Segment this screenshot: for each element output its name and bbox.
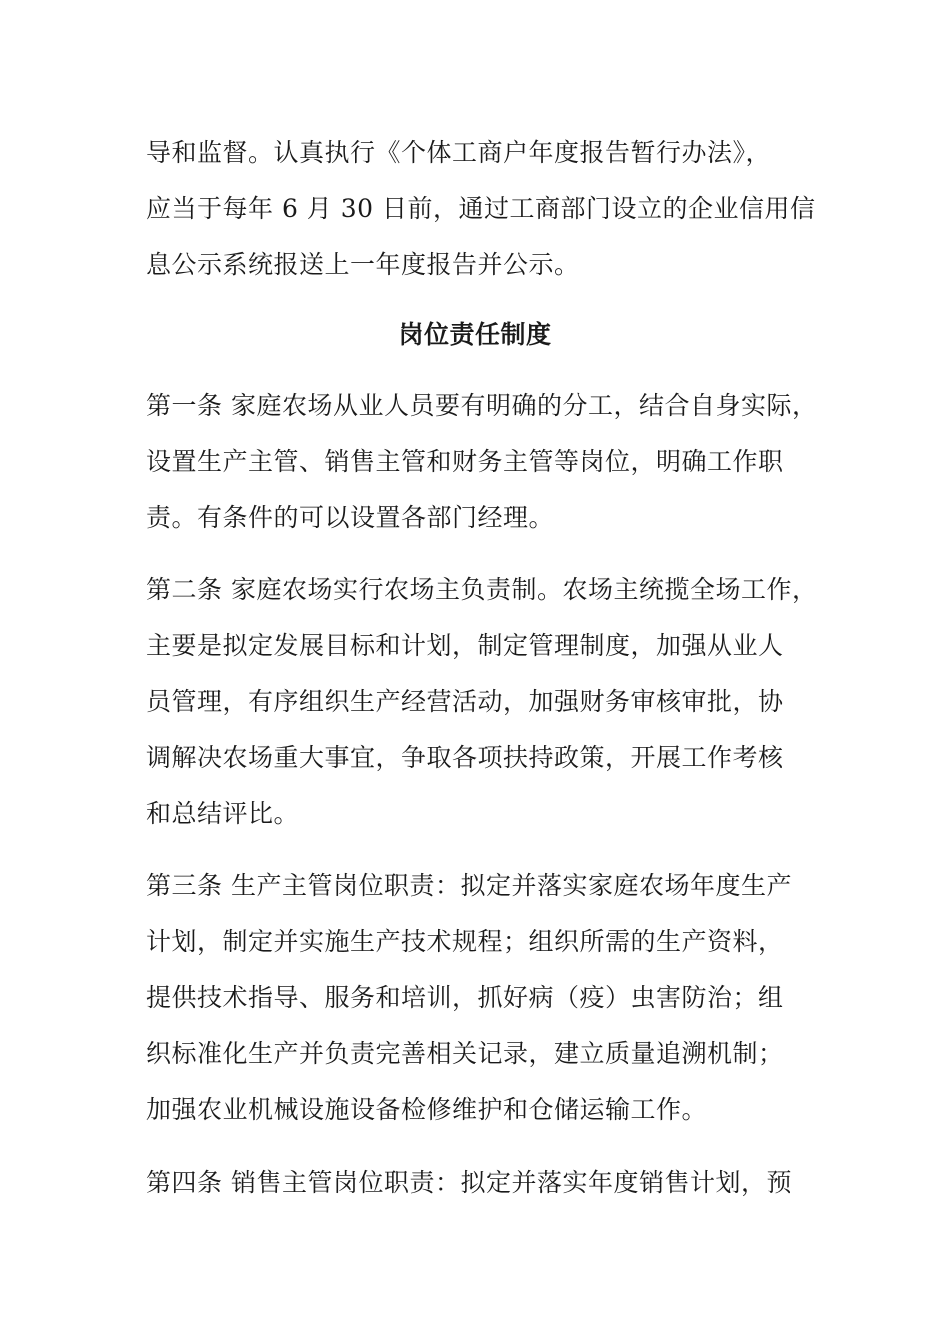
article3-line-2: 计划，制定并实施生产技术规程；组织所需的生产资料，: [146, 927, 784, 956]
article3-line-3: 提供技术指导、服务和培训，抓好病（疫）虫害防治；组: [146, 983, 784, 1012]
article3-line-1: 第三条 生产主管岗位职责：拟定并落实家庭农场年度生产: [146, 871, 792, 900]
article4-line-1: 第四条 销售主管岗位职责：拟定并落实年度销售计划，预: [146, 1168, 792, 1197]
article2-line-4: 调解决农场重大事宜，争取各项扶持政策，开展工作考核: [146, 743, 784, 772]
intro-line-3: 息公示系统报送上一年度报告并公示。: [146, 250, 580, 279]
article1-line-2: 设置生产主管、销售主管和财务主管等岗位，明确工作职: [146, 447, 784, 476]
article2-line-2: 主要是拟定发展目标和计划，制定管理制度，加强从业人: [146, 631, 784, 660]
article2-line-5: 和总结评比。: [146, 799, 300, 828]
section-title: 岗位责任制度: [398, 320, 552, 349]
article1-line-3: 责。有条件的可以设置各部门经理。: [146, 503, 555, 532]
article1-line-1: 第一条 家庭农场从业人员要有明确的分工，结合自身实际，: [146, 391, 818, 420]
intro-line-2: 应当于每年 6 月 30 日前，通过工商部门设立的企业信用信: [146, 194, 816, 223]
article3-line-4: 织标准化生产并负责完善相关记录，建立质量追溯机制；: [146, 1039, 784, 1068]
intro-line-1: 导和监督。认真执行《个体工商户年度报告暂行办法》，: [146, 138, 772, 167]
article2-line-3: 员管理，有序组织生产经营活动，加强财务审核审批，协: [146, 687, 784, 716]
article2-line-1: 第二条 家庭农场实行农场主负责制。农场主统揽全场工作，: [146, 575, 818, 604]
article3-line-5: 加强农业机械设施设备检修维护和仓储运输工作。: [146, 1095, 708, 1124]
